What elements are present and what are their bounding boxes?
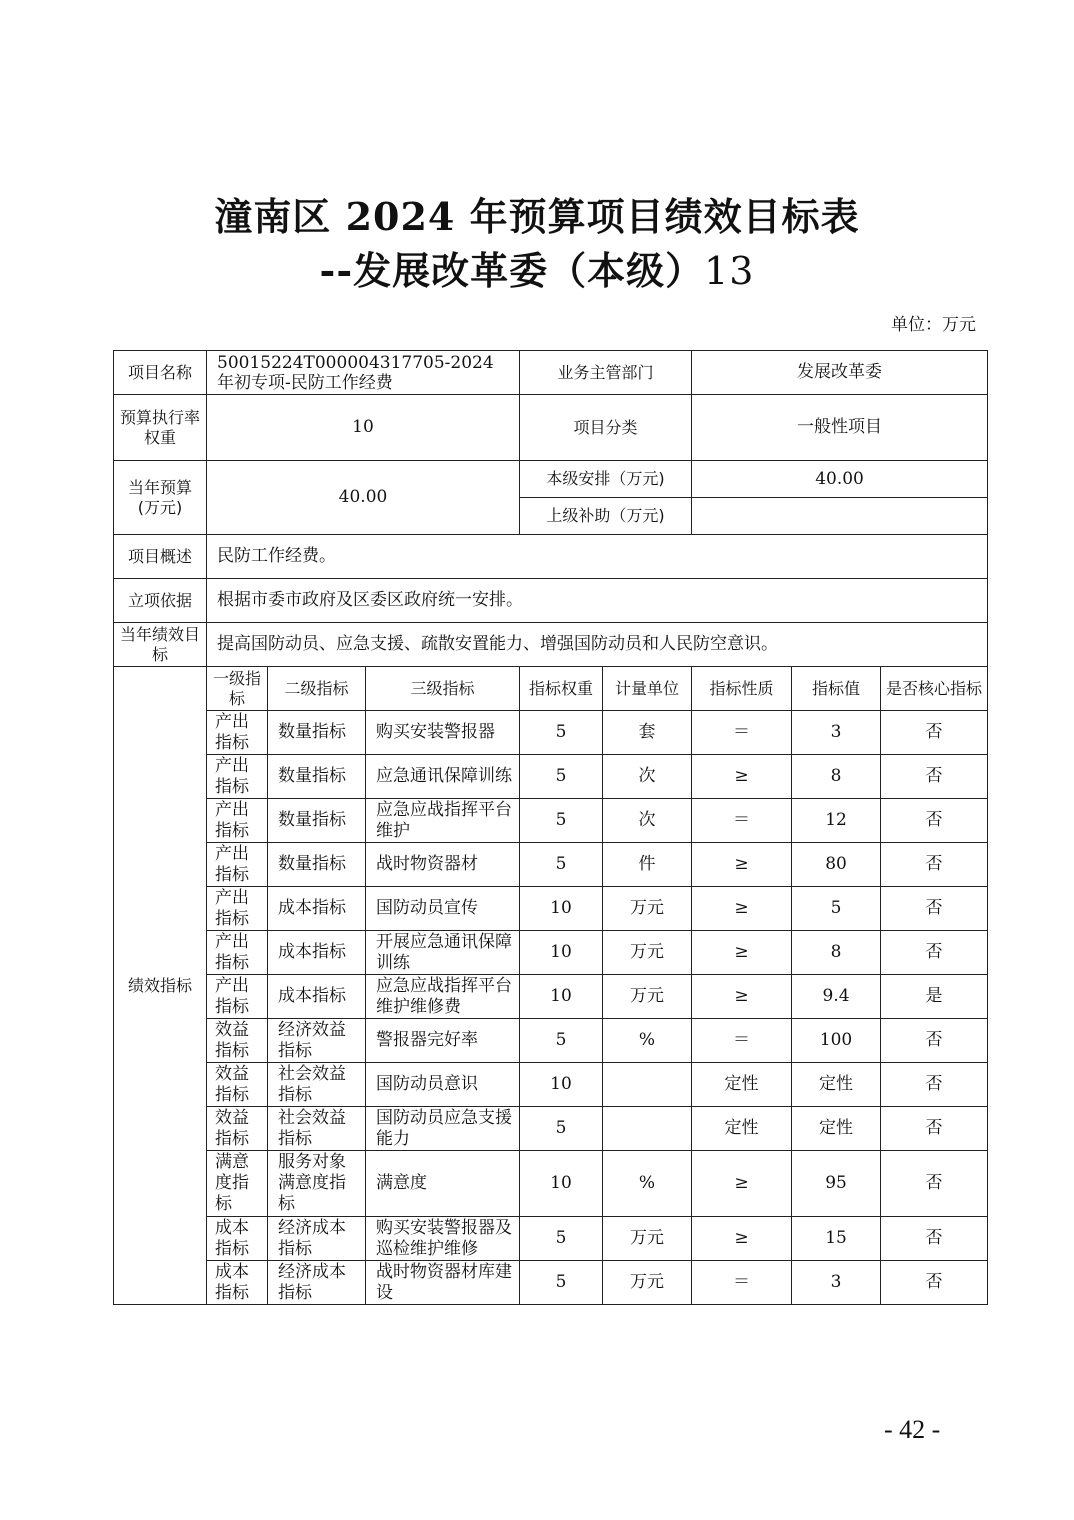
indicator-unit: 万元 [603,1261,692,1305]
indicator-level1: 成本指标 [207,1217,268,1261]
indicator-level2: 数量指标 [268,799,366,843]
indicator-level2: 成本指标 [268,975,366,1019]
indicator-core: 否 [881,1151,988,1217]
indicator-level1: 产出指标 [207,843,268,887]
budget-label: 当年预算(万元) [114,461,207,535]
category-value: 一般性项目 [692,395,988,461]
indicator-level1: 产出指标 [207,975,268,1019]
header-l2: 二级指标 [268,667,366,711]
title-suffix: 13 [704,249,755,293]
header-weight: 指标权重 [520,667,603,711]
indicator-weight: 10 [520,1151,603,1217]
document-title-line1: 潼南区 2024 年预算项目绩效目标表 [214,194,860,239]
indicator-level1: 效益指标 [207,1107,268,1151]
indicator-nature: 定性 [692,1107,792,1151]
indicator-row [114,1217,988,1261]
upper-value [692,498,988,535]
indicator-value: 80 [792,843,881,887]
indicator-unit: % [603,1151,692,1217]
indicator-nature: ＝ [692,1261,792,1305]
indicator-row [114,1107,988,1151]
indicator-core: 是 [881,975,988,1019]
indicator-row [114,1261,988,1305]
indicator-weight: 10 [520,975,603,1019]
indicator-level3: 战时物资器材库建设 [366,1261,520,1305]
indicator-value: 100 [792,1019,881,1063]
header-l1: 一级指标 [207,667,268,711]
indicator-level2: 社会效益指标 [268,1063,366,1107]
header-l3: 三级指标 [366,667,520,711]
goal-label: 当年绩效目标 [114,623,207,667]
indicator-weight: 5 [520,755,603,799]
indicator-unit: 万元 [603,975,692,1019]
indicator-core: 否 [881,1019,988,1063]
indicator-nature: ≥ [692,887,792,931]
indicator-weight: 10 [520,1063,603,1107]
header-core: 是否核心指标 [881,667,988,711]
indicator-unit: 次 [603,755,692,799]
indicator-nature: ≥ [692,1217,792,1261]
indicator-row [114,1151,988,1217]
indicator-unit: 件 [603,843,692,887]
indicator-level1: 效益指标 [207,1019,268,1063]
indicator-unit: 套 [603,711,692,755]
indicator-unit [603,1107,692,1151]
indicator-weight: 10 [520,887,603,931]
indicator-value: 95 [792,1151,881,1217]
indicator-value: 3 [792,711,881,755]
indicator-unit: 次 [603,799,692,843]
indicator-nature: ≥ [692,931,792,975]
indicator-level2: 成本指标 [268,931,366,975]
indicator-row [114,1063,988,1107]
indicator-level1: 满意度指标 [207,1151,268,1217]
header-nature: 指标性质 [692,667,792,711]
project-name-label: 项目名称 [114,351,207,395]
indicator-weight: 5 [520,1019,603,1063]
indicators-section-label: 绩效指标 [114,667,207,1305]
project-name-value: 50015224T000004317705-2024 年初专项-民防工作经费 [207,351,520,395]
overview-value: 民防工作经费。 [207,535,988,579]
indicator-row [114,843,988,887]
indicator-core: 否 [881,1107,988,1151]
upper-label: 上级补助（万元) [520,498,692,535]
indicator-level2: 数量指标 [268,843,366,887]
indicator-row [114,711,988,755]
indicator-value: 12 [792,799,881,843]
indicator-core: 否 [881,1063,988,1107]
indicator-level1: 成本指标 [207,1261,268,1305]
indicator-level2: 数量指标 [268,711,366,755]
indicator-level2: 经济成本指标 [268,1261,366,1305]
indicator-weight: 5 [520,1261,603,1305]
indicator-value: 定性 [792,1063,881,1107]
performance-table [113,350,988,1305]
indicator-level2: 成本指标 [268,887,366,931]
unit-label: 单位：万元 [891,315,976,335]
local-label: 本级安排（万元) [520,461,692,498]
indicator-weight: 5 [520,1107,603,1151]
indicator-level3: 应急应战指挥平台维护 [366,799,520,843]
budget-value: 40.00 [207,461,520,535]
exec-weight-label: 预算执行率权重 [114,395,207,461]
indicator-row [114,887,988,931]
indicator-level3: 应急应战指挥平台维护维修费 [366,975,520,1019]
local-value: 40.00 [692,461,988,498]
title-dept: --发展改革委（本级） [319,248,705,293]
indicator-value: 8 [792,755,881,799]
indicator-row [114,755,988,799]
document-title-line2 [0,240,1074,295]
page-number: - 42 - [884,1415,941,1444]
indicator-level2: 经济效益指标 [268,1019,366,1063]
indicator-level1: 产出指标 [207,755,268,799]
indicator-level3: 战时物资器材 [366,843,520,887]
indicator-level3: 购买安装警报器 [366,711,520,755]
indicator-level3: 满意度 [366,1151,520,1217]
indicator-weight: 5 [520,799,603,843]
indicator-core: 否 [881,799,988,843]
category-label: 项目分类 [520,395,692,461]
indicator-nature: ＝ [692,711,792,755]
indicator-core: 否 [881,711,988,755]
indicator-level1: 产出指标 [207,711,268,755]
indicator-value: 3 [792,1261,881,1305]
indicator-unit: 万元 [603,931,692,975]
indicator-row [114,1019,988,1063]
basis-value: 根据市委市政府及区委区政府统一安排。 [207,579,988,623]
indicator-nature: ≥ [692,975,792,1019]
indicator-level3: 警报器完好率 [366,1019,520,1063]
indicator-core: 否 [881,887,988,931]
indicator-weight: 5 [520,711,603,755]
indicator-core: 否 [881,931,988,975]
indicator-weight: 10 [520,931,603,975]
indicator-value: 5 [792,887,881,931]
indicator-nature: 定性 [692,1063,792,1107]
indicator-row [114,931,988,975]
indicator-level1: 效益指标 [207,1063,268,1107]
indicator-unit [603,1063,692,1107]
indicator-unit: % [603,1019,692,1063]
indicator-level1: 产出指标 [207,799,268,843]
indicator-core: 否 [881,755,988,799]
indicator-level2: 服务对象满意度指标 [268,1151,366,1217]
indicator-value: 15 [792,1217,881,1261]
indicator-nature: ≥ [692,843,792,887]
overview-label: 项目概述 [114,535,207,579]
exec-weight-value: 10 [207,395,520,461]
header-value: 指标值 [792,667,881,711]
indicator-nature: ≥ [692,755,792,799]
indicator-unit: 万元 [603,887,692,931]
indicator-row [114,799,988,843]
indicator-nature: ≥ [692,1151,792,1217]
indicator-level3: 国防动员宣传 [366,887,520,931]
indicator-level3: 国防动员意识 [366,1063,520,1107]
indicator-core: 否 [881,1261,988,1305]
header-unit: 计量单位 [603,667,692,711]
indicator-level3: 应急通讯保障训练 [366,755,520,799]
dept-value: 发展改革委 [692,351,988,395]
indicator-level1: 产出指标 [207,931,268,975]
indicator-weight: 5 [520,1217,603,1261]
dept-label: 业务主管部门 [520,351,692,395]
indicator-row [114,975,988,1019]
indicator-level2: 社会效益指标 [268,1107,366,1151]
indicator-value: 定性 [792,1107,881,1151]
indicator-nature: ＝ [692,1019,792,1063]
indicator-level2: 经济成本指标 [268,1217,366,1261]
indicator-value: 8 [792,931,881,975]
indicator-weight: 5 [520,843,603,887]
indicator-value: 9.4 [792,975,881,1019]
indicator-level3: 购买安装警报器及巡检维护维修 [366,1217,520,1261]
indicator-unit: 万元 [603,1217,692,1261]
indicator-level1: 产出指标 [207,887,268,931]
indicator-core: 否 [881,843,988,887]
indicator-level3: 开展应急通讯保障训练 [366,931,520,975]
indicator-level3: 国防动员应急支援能力 [366,1107,520,1151]
indicator-level2: 数量指标 [268,755,366,799]
goal-value: 提高国防动员、应急支援、疏散安置能力、增强国防动员和人民防空意识。 [207,623,988,667]
indicator-core: 否 [881,1217,988,1261]
basis-label: 立项依据 [114,579,207,623]
indicator-nature: ＝ [692,799,792,843]
